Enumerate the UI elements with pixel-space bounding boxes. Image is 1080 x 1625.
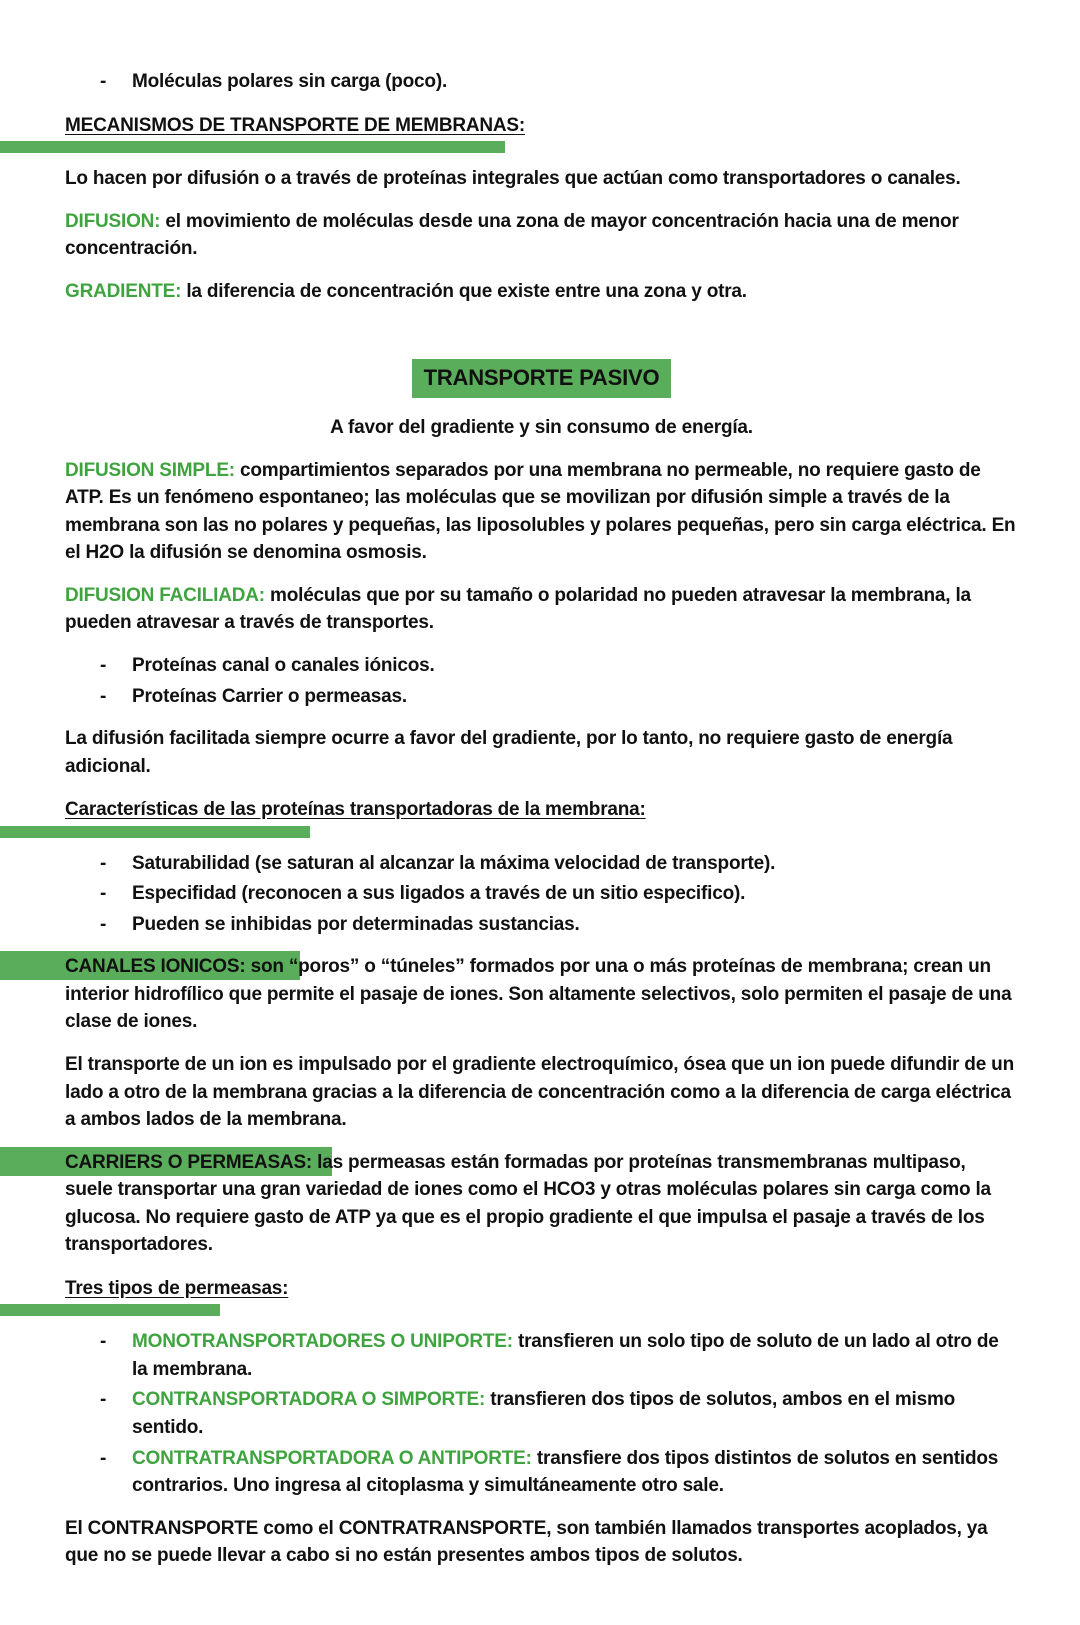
section-title-transporte-pasivo [65,359,1018,398]
green-highlight-bar [0,1304,220,1316]
term-difusion-simple: DIFUSION SIMPLE: [65,459,235,481]
paragraph-text: el movimiento de moléculas desde una zona de mayor concentración hacia una de menor concentración. [65,210,959,260]
bullet-text: Proteínas Carrier o permeasas. [132,685,407,707]
list-item [100,1328,1018,1383]
paragraph-text: moléculas que por su tamaño o polaridad no pueden atravesar la membrana, la pueden atravesar a través de transportes. [65,584,971,634]
term-antiporte: CONTRATRANSPORTADORA O ANTIPORTE: [132,1447,532,1469]
bullet-text [132,1328,1018,1383]
term-carriers-permeasas: CARRIERS O PERMEASAS: [65,1151,313,1173]
paragraph-text: la diferencia de concentración que existe entre una zona y otra. [186,280,747,302]
term-difusion-facilitada: DIFUSION FACILIADA: [65,584,265,606]
term-difusion: DIFUSION: [65,210,161,232]
green-highlight-bar [0,141,505,153]
caracteristicas-bullet-list [65,850,1018,939]
list-item [100,1386,1018,1441]
term-gradiente: GRADIENTE: [65,280,182,302]
bullet-text: Pueden se inhibidas por determinadas sustancias. [132,913,580,935]
bullet-dash: - [100,685,107,707]
bullet-dash: - [100,1447,107,1469]
bullet-text [132,1386,1018,1441]
paragraph-transporte-ion: El transporte de un ion es impulsado por el gradiente electroquímico, ósea que un ion puede difundir de un lado a otro de la membrana gracias a la diferencia de concentración como a la diferencia de carga eléctrica a ambos lados de la membrana. [65,1054,1014,1131]
bullet-dash: - [100,1389,107,1411]
bullet-dash: - [100,913,107,935]
list-item [100,850,1018,878]
heading-text: Características de las proteínas transportadoras de la membrana: [65,799,646,821]
list-item [100,68,1018,96]
list-item [100,1445,1018,1500]
bullet-text: Saturabilidad (se saturan al alcanzar la máxima velocidad de transporte). [132,852,776,874]
paragraph-text: son “poros” o “túneles” formados por una o más proteínas de membrana; crean un interior hidrofílico que permite el pasaje de iones. Son altamente selectivos, solo permiten el pasaje de una clase de iones. [65,956,1012,1033]
term-simporte: CONTRANSPORTADORA O SIMPORTE: [132,1389,486,1411]
bullet-text: Proteínas canal o canales iónicos. [132,655,435,676]
list-item [100,911,1018,939]
bullet-dash: - [100,852,107,874]
permeasas-bullet-list [65,1328,1018,1499]
paragraph-carriers-permeasas [65,1149,1018,1259]
bullet-text: Especifidad (reconocen a sus ligados a través de un sitio especifico). [132,883,746,905]
paragraph-canales-ionicos [65,953,1018,1036]
heading-caracteristicas [65,796,1018,824]
section-title-highlight: TRANSPORTE PASIVO [412,359,672,398]
bullet-text-body: transfiere dos tipos distintos de solutos en sentidos contrarios. Uno ingresa al citoplasma y simultáneamente otro sale. [132,1447,999,1497]
bullet-text: Moléculas polares sin carga (poco). [132,71,448,92]
intro-bullet-list [65,68,1018,96]
paragraph-text: compartimientos separados por una membrana no permeable, no requiere gasto de ATP. Es un fenómeno espontaneo; las moléculas que se movilizan por difusión simple a través de la membrana son las no polares y pequeñas, las liposolubles y polares pequeñas, pero sin carga eléctrica. En el H2O la difusión se denomina osmosis. [65,459,1016,564]
paragraph-difusion-simple [65,457,1018,567]
section-subtitle: A favor del gradiente y sin consumo de energía. [330,417,753,439]
bullet-dash: - [100,1331,107,1353]
paragraph-facilitada-nota: La difusión facilitada siempre ocurre a favor del gradiente, por lo tanto, no requiere gasto de energía adicional. [65,728,953,777]
list-item [100,880,1018,908]
paragraph-difusion [65,208,1018,263]
term-uniporte: MONOTRANSPORTADORES O UNIPORTE: [132,1331,513,1353]
heading-tres-tipos [65,1275,1018,1303]
paragraph-gradiente [65,278,1018,306]
paragraph-intro: Lo hacen por difusión o a través de proteínas integrales que actúan como transportadores o canales. [65,168,961,190]
list-item [100,652,1018,680]
heading-text: Tres tipos de permeasas: [65,1277,289,1299]
paragraph-text: las permeasas están formadas por proteínas transmembranas multipaso, suele transportar una gran variedad de iones como el HCO3 y otras moléculas polares sin carga como la glucosa. No requiere gasto de ATP ya que es el propio gradiente el que impulsa el pasaje a través de los transportadores. [65,1151,991,1256]
bullet-text-body: transfieren dos tipos de solutos, ambos en el mismo sentido. [132,1389,956,1439]
green-highlight-bar [0,826,310,838]
term-canales-ionicos: CANALES IONICOS: [65,956,246,978]
bullet-dash: - [100,883,107,905]
bullet-dash: - [100,71,107,92]
paragraph-final: El CONTRANSPORTE como el CONTRATRANSPORTE, son también llamados transportes acoplados, ya que no se puede llevar a cabo si no están presentes ambos tipos de solutos. [65,1517,988,1567]
bullet-text [132,1445,1018,1500]
paragraph-difusion-facilitada [65,582,1018,637]
proteinas-bullet-list [65,652,1018,710]
bullet-text-body: transfieren un solo tipo de soluto de un lado al otro de la membrana. [132,1331,999,1380]
list-item [100,683,1018,711]
heading-text: MECANISMOS DE TRANSPORTE DE MEMBRANAS: [65,114,526,136]
bullet-dash: - [100,655,107,676]
heading-mecanismos [65,112,1018,140]
